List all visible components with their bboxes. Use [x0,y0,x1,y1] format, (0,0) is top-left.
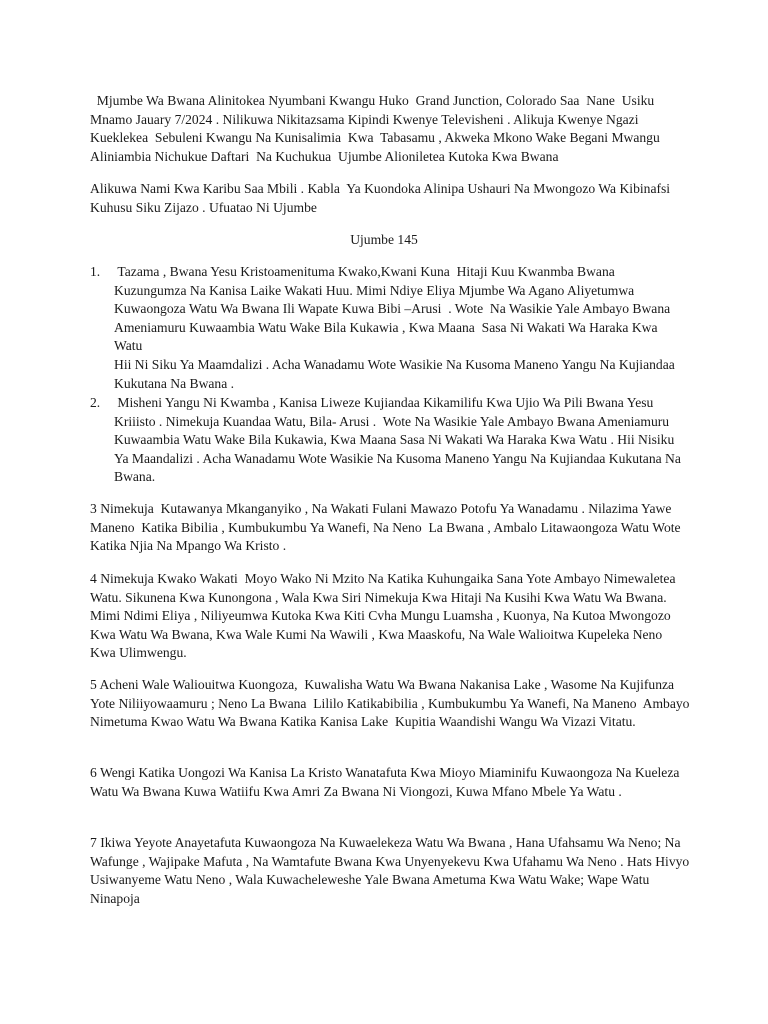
paragraph-5: 5 Acheni Wale Waliouitwa Kuongoza, Kuwalisha Watu Wa Bwana Nakanisa Lake , Wasome Na Kujifunza Yote Niliiyowaamuru ; Neno La Bwana Lililo Katikabibilia , Kumbukumbu Ya Wanefi, Na Maneno Ambayo Nimetuma Kwao Watu Wa Bwana Katika Kanisa Lake Kupitia Waandishi Wangu Wa Vizazi Vitatu. [90,677,693,730]
list-item-text: Misheni Yangu Ni Kwamba , Kanisa Liweze Kujiandaa Kikamilifu Kwa Ujio Wa Pili Bwana Yesu Kriiisto . Nimekuja Kuandaa Watu, Bila- Arusi . Wote Na Wasikie Yale Ambayo Bwana Ameniamuru Kuwaambia Watu Wake Bila Kukawia, Kwa Maana Sasa Ni Wakati Wa Haraka Kwa Watu . Hii Nisiku Ya Maandalizi . Acha Wanadamu Wote Wasikie Na Kusoma Maneno Yangu Na Kujiandaa Kukutana Na Bwana. [114,395,685,485]
intro-paragraph: Mjumbe Wa Bwana Alinitokea Nyumbani Kwangu Huko Grand Junction, Colorado Saa Nane Usiku Mnamo Jauary 7/2024 . Nilikuwa Nikitazsama Kipindi Kwenye Televisheni . Alikuja Kwenye Ngazi Kueklekea Sebuleni Kwangu Na Kunisalimia Kwa Tabasamu , Akweka Mkono Wake Begani Mwangu Aliniambia Nichukue Daftari Na Kuchukua Ujumbe Alioniletea Kutoka Kwa Bwana [90,93,663,164]
list-item-text: Tazama , Bwana Yesu Kristoamenituma Kwako,Kwani Kuna Hitaji Kuu Kwanmba Bwana Kuzungumza Na Kanisa Laike Wakati Huu. Mimi Ndiye Eliya Mjumbe Wa Agano Aliyetumwa Kuwaongoza Watu Wa Bwana Ili Wapate Kuwa Bibi –Arusi . Wote Na Wasikie Yale Ambayo Bwana Ameniamuru Kuwaambia Watu Wake Bila Kukawia , Kwa Maana Sasa Ni Wakati Wa Haraka Kwa Watu Hii Ni Siku Ya Maamdalizi . Acha Wanadamu Wote Wasikie Na Kusoma Maneno Yangu Na Kujiandaa Kukutana Na Bwana . [114,264,675,391]
list-item-number: 2. [90,395,101,410]
list-item-number: 1. [90,264,101,279]
intro-paragraph-2: Alikuwa Nami Kwa Karibu Saa Mbili . Kabla Ya Kuondoka Alinipa Ushauri Na Mwongozo Wa Kibinafsi Kuhusu Siku Zijazo . Ufuatao Ni Ujumbe [90,181,677,215]
paragraph-7: 7 Ikiwa Yeyote Anayetafuta Kuwaongoza Na Kuwaelekeza Watu Wa Bwana , Hana Ufahsamu Wa Neno; Na Wafunge , Wajipake Mafuta , Na Wamtafute Bwana Kwa Unyenyekevu Kwa Ufahamu Wa Neno . Hats Hivyo Usiwanyeme Watu Neno , Wala Kuwacheleweshe Yale Bwana Ametuma Kwa Watu Wake; Wape Watu Ninapoja [90,835,697,906]
paragraph-4: 4 Nimekuja Kwako Wakati Moyo Wako Ni Mzito Na Katika Kuhungaika Sana Yote Ambayo Nimewaletea Watu. Sikunena Kwa Kunongona , Wala Kwa Siri Nimekuja Kwa Hitaji Na Kusihi Kwa Watu Wa Bwana. Mimi Ndimi Eliya , Niliyeumwa Kutoka Kwa Kiti Cvha Mungu Luamsha , Kuonya, Na Kutoa Mwongozo Kwa Watu Wa Bwana, Kwa Wale Kumi Na Wawili , Kwa Maaskofu, Na Wale Walioitwa Kupeleka Neno Kwa Ulimwengu. [90,571,679,661]
paragraph-3: 3 Nimekuja Kutawanya Mkanganyiko , Na Wakati Fulani Mawazo Potofu Ya Wanadamu . Nilazima Yawe Maneno Katika Bibilia , Kumbukumbu Ya Wanefi, Na Neno La Bwana , Ambalo Litawaongoza Watu Wote Katika Njia Na Mpango Wa Kristo . [90,501,684,554]
message-title: Ujumbe 145 [350,232,418,247]
paragraph-6: 6 Wengi Katika Uongozi Wa Kanisa La Kristo Wanatafuta Kwa Mioyo Miaminifu Kuwaongoza Na Kueleza Watu Wa Bwana Kuwa Watiifu Kwa Amri Za Bwana Ni Viongozi, Kuwa Mfano Mbele Ya Watu . [90,765,683,799]
